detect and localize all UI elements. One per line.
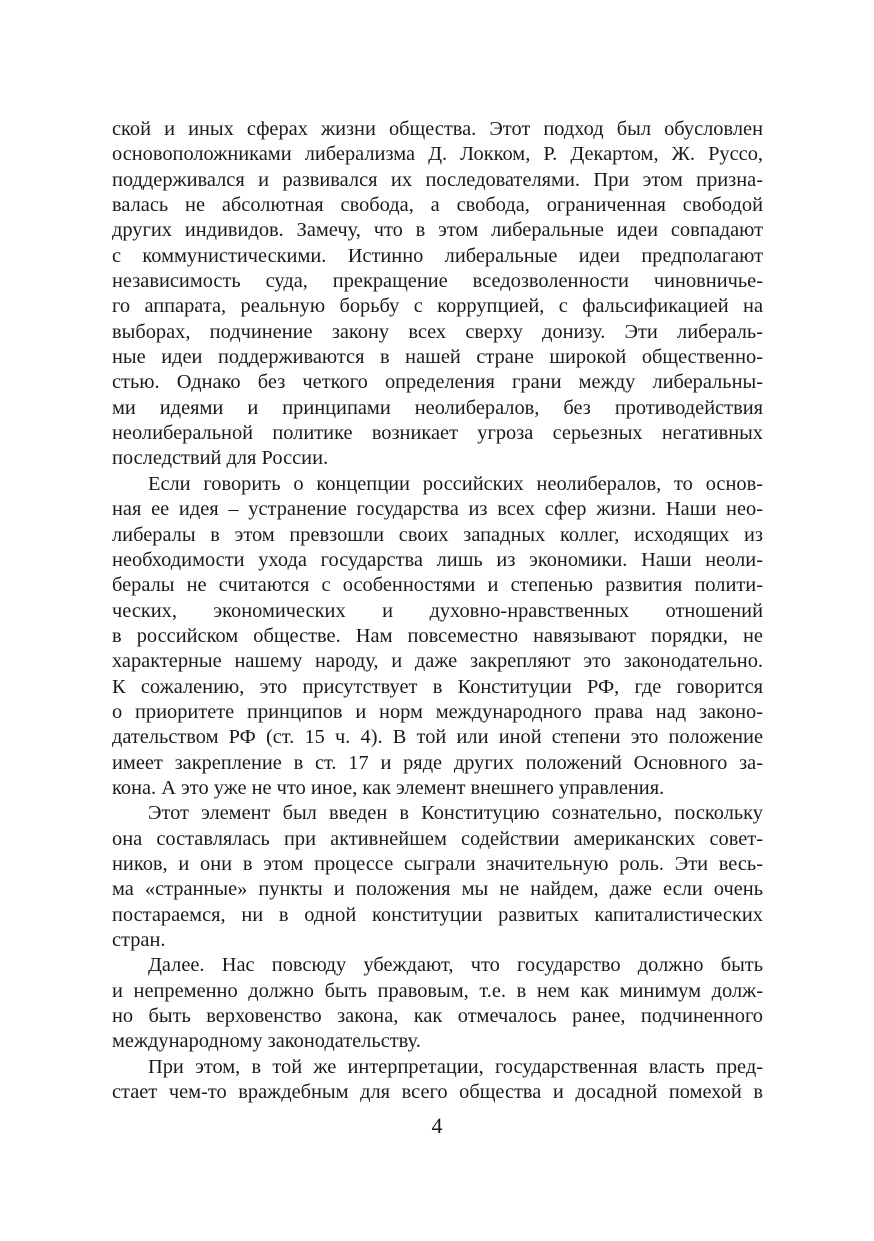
text-line: стью. Однако без четкого определения грани между либеральны- (112, 371, 763, 394)
text-line: основоположниками либерализма Д. Локком, Р. Декартом, Ж. Руссо, (112, 143, 763, 166)
text-line: Если говорить о концепции российских неолибералов, то основ- (148, 472, 763, 495)
text-line: стает чем-то враждебным для всего общества и досадной помехой в (112, 1081, 763, 1104)
text-line: с коммунистическими. Истинно либеральные идеи предполагают (112, 244, 763, 267)
text-line: характерные нашему народу, и даже закрепляют это законодательно. (112, 650, 763, 673)
text-line: неолиберальной политике возникает угроза серьезных негативных (112, 422, 763, 445)
text-line: ников, и они в этом процессе сыграли значительную роль. Эти весь- (112, 852, 763, 875)
text-line: ской и иных сферах жизни общества. Этот подход был обусловлен (112, 118, 763, 140)
text-line: При этом, в той же интерпретации, государственная власть пред- (148, 1055, 763, 1078)
text-line: но быть верховенство закона, как отмечалось ранее, подчиненного (112, 1005, 763, 1028)
text-line: кона. А это уже не что иное, как элемент внешнего управления. (112, 776, 665, 799)
text-line: К сожалению, это присутствует в Конституции РФ, где говорится (112, 675, 763, 698)
text-line: стран. (112, 929, 166, 951)
text-line: Далее. Нас повсюду убеждают, что государство должно быть (148, 954, 763, 977)
text-line: ми идеями и принципами неолибералов, без противодействия (112, 396, 763, 419)
text-line: поддерживался и развивался их последователями. При этом призна- (112, 168, 763, 191)
text-line: международному законодательству. (112, 1030, 421, 1053)
paragraph (112, 1055, 763, 1106)
text-line: постараемся, ни в одной конституции развитых капиталистических (112, 903, 763, 926)
text-line: ма «странные» пункты и положения мы не найдем, даже если очень (112, 878, 763, 901)
text-line: ческих, экономических и духовно-нравственных отношений (112, 599, 763, 622)
paragraph (112, 472, 763, 801)
text-line: имеет закрепление в ст. 17 и ряде других положений Основного за- (112, 751, 763, 774)
text-line: независимость суда, прекращение вседозволенности чиновничье- (112, 270, 763, 293)
text-line: и непременно должно быть правовым, т.е. в нем как минимум долж- (112, 979, 763, 1002)
text-line: Этот элемент был введен в Конституцию сознательно, поскольку (148, 802, 763, 825)
paragraph (112, 117, 763, 472)
text-line: валась не абсолютная свобода, а свобода, ограниченная свободой (112, 194, 763, 217)
text-line: других индивидов. Замечу, что в этом либеральные идеи совпадают (112, 219, 763, 242)
text-line: в российском обществе. Нам повсеместно навязывают порядки, не (112, 624, 763, 647)
text-line: последствий для России. (112, 447, 329, 470)
page-number: 4 (431, 1113, 443, 1138)
text-line: ные идеи поддерживаются в нашей стране широкой общественно- (112, 346, 763, 369)
text-line: бералы не считаются с особенностями и степенью развития полити- (112, 574, 763, 597)
text-line: о приоритете принципов и норм международного права над законо- (112, 700, 763, 723)
text-line: дательством РФ (ст. 15 ч. 4). В той или иной степени это положение (112, 726, 763, 749)
body-text (112, 117, 763, 1105)
text-line: выборах, подчинение закону всех сверху донизу. Эти либераль- (112, 320, 763, 343)
paragraph (112, 953, 763, 1054)
text-line: го аппарата, реальную борьбу с коррупцией, с фальсификацией на (112, 295, 763, 318)
text-line: необходимости ухода государства лишь из экономики. Наши неоли- (112, 548, 763, 571)
paragraph (112, 801, 763, 953)
text-line: либералы в этом превзошли своих западных коллег, исходящих из (112, 523, 763, 546)
text-line: она составлялась при активнейшем содействии американских совет- (112, 827, 763, 850)
text-line: ная ее идея – устранение государства из всех сфер жизни. Наши нео- (112, 498, 763, 521)
